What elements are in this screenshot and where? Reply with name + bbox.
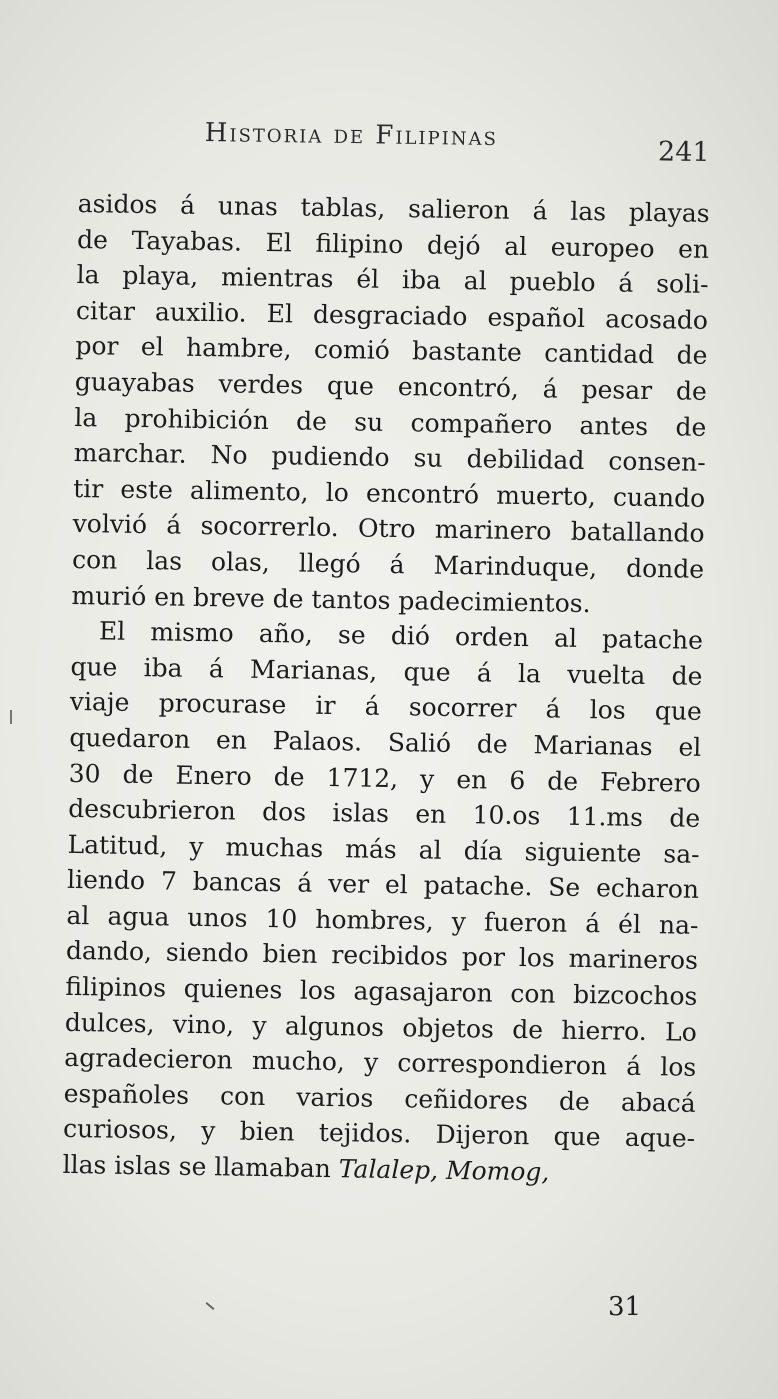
text-line: con las olas, llegó á Marinduque, donde [71, 544, 705, 584]
text-line: guayabas verdes que encontró, á pesar de [74, 366, 708, 406]
text-line: viaje procurase ir á socorrer á los que [69, 687, 703, 727]
text-line: de Tayabas. El filipino dejó al europeo en [76, 224, 710, 264]
margin-mark [10, 710, 12, 724]
text-line: quedaron en Palaos. Salió de Marianas el [69, 722, 702, 762]
text-line: la prohibición de su compañero antes de [74, 402, 707, 442]
text-line: marchar. No pudiendo su debilidad consen- [73, 438, 706, 478]
text-line: españoles con varios ceñidores de abacá [63, 1078, 696, 1118]
text-line: que iba á Marianas, que á la vuelta de [70, 651, 703, 691]
text-line: por el hambre, comió bastante cantidad de [75, 331, 708, 371]
text-line: curiosos, y bien tejidos. Dijeron que aque- [62, 1114, 696, 1154]
body-text [62, 186, 710, 1192]
text-line: filipinos quienes los agasajaron con bizcochos [65, 971, 698, 1011]
page-number: 241 [657, 136, 710, 169]
running-head: Historia de Filipinas [204, 118, 499, 153]
final-line-text: llas islas se llamaban [62, 1149, 332, 1184]
text-line: 30 de Enero de 1712, y en 6 de Febrero [68, 758, 701, 798]
text-line: la playa, mientras él iba al pueblo á soli- [76, 260, 709, 300]
text-line: descubrieron dos islas en 10.os 11.ms de [67, 794, 701, 833]
text-line: asidos á unas tablas, salieron á las playas [77, 188, 710, 228]
text-line: al agua unos 10 hombres, y fueron á él na- [66, 900, 699, 940]
text-line: dulces, vino, y algunos objetos de hierro. Lo [64, 1007, 698, 1047]
text-line: Latitud, y muchas más al día siguiente sa- [67, 829, 700, 869]
island-names: Talalep, Momog, [338, 1154, 550, 1187]
text-line: liendo 7 bancas á ver el patache. Se echaron [66, 865, 700, 905]
page-header [204, 118, 710, 169]
stray-mark [206, 1302, 215, 1310]
text-line: agradecieron mucho, y correspondieron á los [64, 1043, 697, 1083]
paragraph-start-line: El mismo año, se dió orden al patache [98, 616, 704, 655]
text-line: dando, siendo bien recibidos por los marineros [65, 936, 699, 976]
text-line: tir este alimento, lo encontró muerto, cuando [73, 473, 706, 513]
text-line: citar auxilio. El desgraciado español acosado [75, 295, 709, 335]
paragraph-end-line: murió en breve de tantos padecimientos. [71, 580, 591, 618]
signature-mark: 31 [608, 1292, 642, 1322]
text-line: volvió á socorrerlo. Otro marinero batallando [72, 509, 705, 549]
